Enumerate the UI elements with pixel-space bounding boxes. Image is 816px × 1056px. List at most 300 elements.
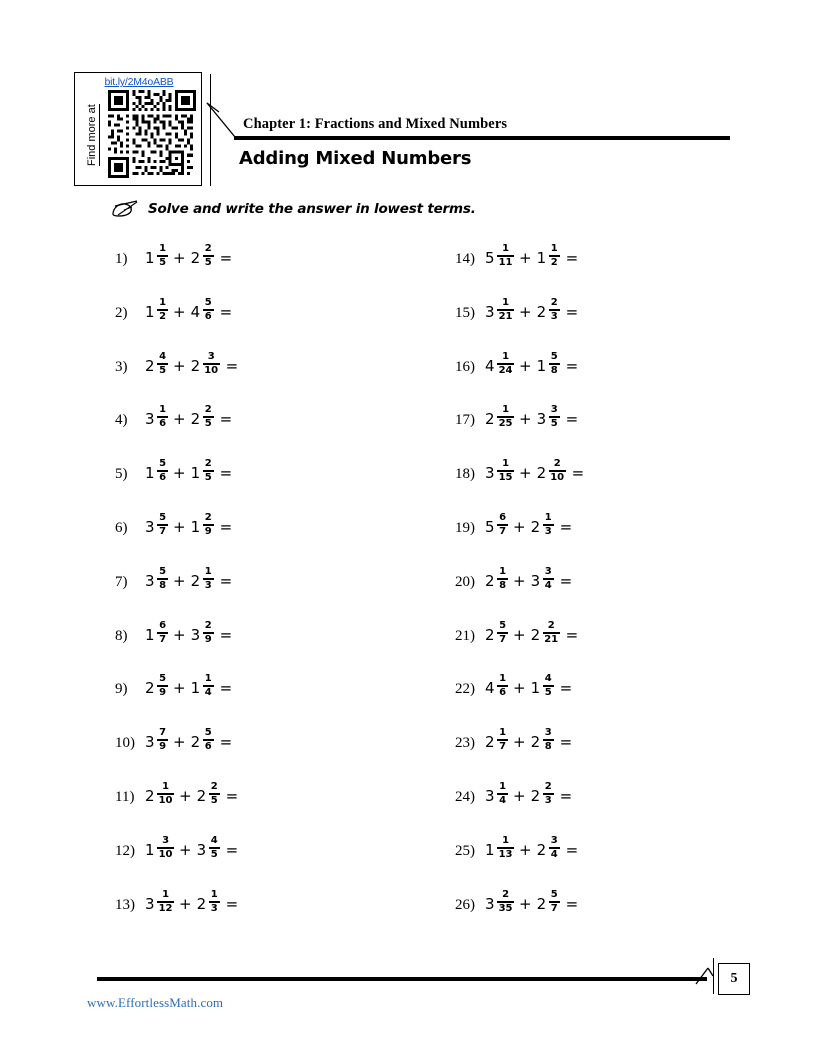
second-mixed-number [531, 728, 554, 752]
second-mixed-number [537, 459, 566, 483]
equals-sign: = [559, 517, 573, 536]
fraction-denominator: 4 [550, 848, 558, 860]
instruction-row [110, 198, 476, 220]
find-more-caption [82, 86, 104, 166]
second-mixed-number [531, 567, 554, 591]
fraction-denominator: 2 [550, 257, 558, 268]
whole-number: 4 [190, 302, 201, 321]
first-mixed-number [485, 298, 514, 322]
problem-expression [141, 782, 238, 806]
fraction [157, 674, 168, 698]
problem-row [115, 405, 445, 459]
problem-number: 18) [455, 466, 475, 483]
fraction-denominator: 24 [498, 364, 513, 376]
fraction-numerator: 1 [499, 780, 507, 792]
second-mixed-number [531, 513, 554, 537]
fraction-denominator: 5 [204, 472, 212, 484]
fraction-denominator: 35 [498, 902, 513, 914]
first-mixed-number [145, 298, 168, 322]
whole-number: 1 [536, 249, 547, 267]
second-mixed-number [531, 621, 560, 645]
equals-sign: = [219, 625, 233, 644]
plus-operator: + [519, 356, 532, 375]
fraction-denominator: 3 [544, 525, 552, 537]
equals-sign: = [559, 786, 573, 805]
fraction-denominator: 6 [204, 310, 212, 322]
fraction [549, 298, 560, 322]
problem-expression [141, 567, 232, 591]
whole-number: 4 [485, 679, 495, 698]
fraction-denominator: 7 [159, 633, 167, 645]
whole-number: 1 [145, 302, 155, 321]
problem-row [455, 567, 785, 621]
problem-expression [481, 674, 572, 698]
fraction [203, 567, 214, 591]
equals-sign: = [565, 625, 579, 644]
fraction-denominator: 5 [159, 257, 167, 268]
fraction-denominator: 5 [550, 418, 558, 430]
fraction [157, 352, 168, 376]
whole-number: 1 [530, 679, 541, 698]
second-mixed-number [197, 782, 220, 806]
plus-operator: + [179, 840, 192, 859]
equals-sign: = [219, 517, 233, 536]
plus-operator: + [513, 679, 526, 698]
fraction [203, 459, 214, 483]
problem-expression [141, 459, 232, 483]
fraction-denominator: 5 [210, 848, 218, 860]
whole-number: 1 [190, 679, 201, 698]
first-mixed-number [485, 567, 508, 591]
plus-operator: + [179, 786, 192, 805]
fraction-numerator: 3 [162, 834, 170, 846]
second-mixed-number [537, 244, 560, 268]
fraction-denominator: 7 [499, 525, 507, 537]
fraction [203, 244, 214, 268]
problem-expression [141, 298, 232, 322]
problem-expression [481, 352, 578, 376]
whole-number: 3 [485, 464, 495, 483]
fraction-denominator: 5 [204, 418, 212, 430]
fraction-denominator: 15 [498, 472, 513, 484]
fraction-denominator: 7 [550, 902, 558, 914]
fraction-denominator: 6 [159, 472, 167, 484]
problem-column-right [455, 244, 785, 943]
problem-expression [481, 405, 578, 429]
whole-number: 3 [145, 733, 155, 752]
problem-expression [481, 244, 578, 268]
plus-operator: + [173, 517, 186, 536]
fraction [203, 298, 214, 322]
problem-expression [141, 674, 232, 698]
footer-vertical-divider [713, 958, 714, 994]
first-mixed-number [145, 782, 174, 806]
plus-operator: + [173, 679, 186, 698]
whole-number: 2 [536, 894, 547, 913]
fraction [497, 782, 508, 806]
fraction [203, 513, 214, 537]
fraction-denominator: 5 [159, 364, 167, 376]
problem-row [455, 459, 785, 513]
whole-number: 2 [536, 464, 547, 483]
second-mixed-number [191, 352, 220, 376]
fraction-numerator: 2 [204, 458, 212, 470]
fraction-denominator: 13 [498, 848, 513, 860]
whole-number: 2 [485, 733, 495, 752]
problem-expression [141, 621, 232, 645]
whole-number: 3 [145, 894, 155, 913]
fraction [157, 298, 168, 322]
equals-sign: = [565, 356, 579, 375]
second-mixed-number [191, 674, 214, 698]
problem-expression [481, 836, 578, 860]
problem-number: 22) [455, 681, 475, 698]
fraction [157, 621, 168, 645]
problem-row [115, 621, 445, 675]
fraction [203, 621, 214, 645]
first-mixed-number [485, 728, 508, 752]
fraction [497, 298, 514, 322]
fraction-denominator: 7 [499, 633, 507, 645]
footer-site-link[interactable]: www.EffortlessMath.com [87, 995, 224, 1010]
first-mixed-number [485, 405, 514, 429]
whole-number: 1 [145, 249, 155, 267]
second-mixed-number [537, 890, 560, 914]
fraction-denominator: 4 [544, 579, 552, 591]
fraction [209, 782, 220, 806]
fraction [157, 782, 174, 806]
fraction-denominator: 3 [550, 310, 558, 322]
whole-number: 3 [485, 302, 495, 321]
problem-row [115, 728, 445, 782]
whole-number: 2 [485, 410, 495, 429]
fraction-numerator: 3 [544, 565, 552, 577]
whole-number: 2 [145, 679, 155, 698]
first-mixed-number [485, 782, 508, 806]
first-mixed-number [145, 405, 168, 429]
equals-sign: = [219, 679, 233, 698]
second-mixed-number [191, 728, 214, 752]
fraction [549, 459, 566, 483]
problem-row [455, 728, 785, 782]
problem-number: 1) [115, 251, 128, 267]
second-mixed-number [191, 405, 214, 429]
problem-number: 3) [115, 358, 128, 375]
second-mixed-number [191, 513, 214, 537]
plus-operator: + [513, 571, 526, 590]
fraction [549, 405, 560, 429]
fraction [157, 567, 168, 591]
problem-row [455, 405, 785, 459]
fraction-numerator: 5 [159, 673, 167, 685]
fraction [157, 459, 168, 483]
fraction-denominator: 9 [204, 525, 212, 537]
fraction-denominator: 25 [498, 418, 513, 430]
equals-sign: = [565, 894, 579, 913]
plus-operator: + [179, 894, 192, 913]
fraction-numerator: 4 [210, 834, 218, 846]
fraction-numerator: 1 [502, 296, 510, 308]
problem-row [115, 567, 445, 621]
whole-number: 3 [145, 410, 155, 429]
whole-number: 3 [530, 571, 541, 590]
second-mixed-number [197, 836, 220, 860]
first-mixed-number [145, 836, 174, 860]
fraction-denominator: 3 [204, 579, 212, 591]
fraction [203, 674, 214, 698]
fraction-numerator: 1 [210, 888, 218, 900]
first-mixed-number [145, 513, 168, 537]
whole-number: 5 [485, 249, 495, 267]
footer-rule [97, 977, 707, 981]
equals-sign: = [225, 894, 239, 913]
fraction-denominator: 6 [159, 418, 167, 430]
fraction-denominator: 9 [204, 633, 212, 645]
whole-number: 2 [196, 894, 207, 913]
problem-number: 14) [455, 251, 475, 267]
fraction-numerator: 1 [159, 296, 167, 308]
fraction-denominator: 5 [210, 794, 218, 806]
fraction [209, 890, 220, 914]
qr-code-icon[interactable] [108, 90, 196, 178]
fraction [497, 728, 508, 752]
fraction-numerator: 2 [553, 458, 561, 470]
plus-operator: + [173, 356, 186, 375]
problem-number: 23) [455, 735, 475, 752]
fraction [497, 567, 508, 591]
fraction [497, 405, 514, 429]
fraction-numerator: 1 [550, 243, 558, 254]
fraction-numerator: 1 [502, 834, 510, 846]
fraction-denominator: 7 [159, 525, 167, 537]
whole-number: 2 [485, 571, 495, 590]
fraction-denominator: 6 [204, 741, 212, 753]
equals-sign: = [219, 249, 233, 267]
whole-number: 5 [485, 517, 495, 536]
equals-sign: = [219, 464, 233, 483]
problem-expression [141, 836, 238, 860]
fraction [497, 836, 514, 860]
fraction [497, 674, 508, 698]
problem-number: 4) [115, 412, 128, 429]
first-mixed-number [145, 244, 168, 268]
plus-operator: + [519, 840, 532, 859]
problem-expression [481, 621, 578, 645]
fraction-numerator: 1 [162, 780, 170, 792]
whole-number: 1 [190, 517, 201, 536]
qr-info-box [74, 72, 202, 186]
fraction-denominator: 3 [544, 794, 552, 806]
problem-row [115, 244, 445, 298]
equals-sign: = [565, 302, 579, 321]
fraction-numerator: 1 [499, 673, 507, 685]
fraction [497, 459, 514, 483]
problem-row [115, 513, 445, 567]
second-mixed-number [537, 352, 560, 376]
equals-sign: = [565, 249, 579, 267]
equals-sign: = [219, 410, 233, 429]
whole-number: 2 [485, 625, 495, 644]
whole-number: 1 [145, 625, 155, 644]
plus-operator: + [513, 786, 526, 805]
fraction-numerator: 2 [550, 296, 558, 308]
fraction-denominator: 10 [204, 364, 219, 376]
fraction [157, 244, 168, 268]
problem-row [455, 352, 785, 406]
fraction [543, 567, 554, 591]
fraction [543, 782, 554, 806]
fraction-denominator: 9 [159, 741, 167, 753]
fraction-numerator: 1 [159, 404, 167, 416]
first-mixed-number [485, 836, 514, 860]
problem-row [115, 459, 445, 513]
second-mixed-number [191, 567, 214, 591]
plus-operator: + [173, 410, 186, 429]
instruction-text: Solve and write the answer in lowest terms. [148, 201, 476, 217]
plus-operator: + [513, 625, 526, 644]
second-mixed-number [191, 621, 214, 645]
whole-number: 4 [485, 356, 495, 375]
fraction-denominator: 11 [498, 257, 513, 268]
first-mixed-number [485, 621, 508, 645]
first-mixed-number [485, 459, 514, 483]
qr-link[interactable]: bit.ly/2M4oABB [104, 76, 174, 88]
whole-number: 3 [196, 840, 207, 859]
second-mixed-number [197, 890, 220, 914]
equals-sign: = [559, 571, 573, 590]
fraction [203, 728, 214, 752]
whole-number: 2 [145, 356, 155, 375]
title-flag-marker [205, 99, 239, 139]
fraction-numerator: 1 [159, 243, 167, 254]
problem-row [455, 782, 785, 836]
problem-row [455, 836, 785, 890]
fraction [543, 513, 554, 537]
fraction [543, 621, 560, 645]
fraction-numerator: 5 [550, 350, 558, 362]
page-title: Adding Mixed Numbers [239, 148, 472, 169]
whole-number: 2 [536, 302, 547, 321]
plus-operator: + [173, 464, 186, 483]
problem-number: 13) [115, 896, 135, 913]
fraction [203, 405, 214, 429]
fraction-numerator: 5 [204, 727, 212, 739]
fraction-numerator: 1 [204, 565, 212, 577]
fraction-numerator: 3 [550, 834, 558, 846]
equals-sign: = [225, 786, 239, 805]
whole-number: 2 [530, 625, 541, 644]
footer-flag-marker [694, 962, 720, 988]
whole-number: 2 [190, 249, 201, 267]
fraction-numerator: 1 [502, 350, 510, 362]
problem-number: 10) [115, 735, 135, 752]
fraction-numerator: 1 [502, 404, 510, 416]
problem-row [115, 836, 445, 890]
fraction-denominator: 10 [158, 794, 173, 806]
fraction-denominator: 10 [158, 848, 173, 860]
second-mixed-number [531, 674, 554, 698]
fraction-numerator: 5 [499, 619, 507, 631]
problem-row [115, 352, 445, 406]
plus-operator: + [519, 410, 532, 429]
fraction-numerator: 6 [159, 619, 167, 631]
fraction-numerator: 4 [159, 350, 167, 362]
problem-row [455, 621, 785, 675]
fraction [543, 728, 554, 752]
fraction-numerator: 2 [502, 888, 510, 900]
problem-number: 26) [455, 896, 475, 913]
first-mixed-number [145, 728, 168, 752]
problem-expression [481, 513, 572, 537]
second-mixed-number [191, 244, 214, 268]
whole-number: 2 [190, 410, 201, 429]
fraction-numerator: 5 [159, 458, 167, 470]
equals-sign: = [571, 464, 585, 483]
plus-operator: + [173, 249, 186, 267]
whole-number: 1 [536, 356, 547, 375]
fraction-numerator: 3 [207, 350, 215, 362]
fraction-denominator: 8 [544, 741, 552, 753]
fraction [157, 890, 174, 914]
whole-number: 1 [190, 464, 201, 483]
second-mixed-number [531, 782, 554, 806]
problem-number: 9) [115, 681, 128, 698]
whole-number: 3 [145, 571, 155, 590]
fraction-denominator: 5 [204, 257, 212, 268]
whole-number: 3 [145, 517, 155, 536]
problem-expression [141, 513, 232, 537]
second-mixed-number [537, 836, 560, 860]
whole-number: 3 [190, 625, 201, 644]
plus-operator: + [513, 733, 526, 752]
first-mixed-number [485, 674, 508, 698]
problem-row [115, 782, 445, 836]
problem-expression [481, 298, 578, 322]
fraction-numerator: 2 [204, 404, 212, 416]
plus-operator: + [173, 302, 186, 321]
problem-row [115, 674, 445, 728]
fraction-numerator: 1 [204, 673, 212, 685]
whole-number: 3 [485, 786, 495, 805]
fraction-numerator: 1 [499, 727, 507, 739]
fraction [549, 890, 560, 914]
plus-operator: + [173, 625, 186, 644]
whole-number: 2 [145, 786, 155, 805]
first-mixed-number [485, 890, 514, 914]
plus-operator: + [519, 894, 532, 913]
problem-row [455, 513, 785, 567]
fraction-numerator: 2 [210, 780, 218, 792]
fraction-numerator: 2 [547, 619, 555, 631]
fraction-numerator: 5 [204, 296, 212, 308]
second-mixed-number [537, 298, 560, 322]
fraction-numerator: 2 [204, 511, 212, 523]
second-mixed-number [537, 405, 560, 429]
whole-number: 2 [530, 733, 541, 752]
fraction-denominator: 21 [544, 633, 559, 645]
problem-row [115, 890, 445, 944]
problem-number: 7) [115, 573, 128, 590]
fraction-denominator: 4 [204, 687, 212, 699]
problem-number: 19) [455, 519, 475, 536]
problem-expression [481, 567, 572, 591]
problem-expression [481, 782, 572, 806]
equals-sign: = [225, 356, 239, 375]
equals-sign: = [565, 840, 579, 859]
equals-sign: = [219, 302, 233, 321]
problem-number: 16) [455, 358, 475, 375]
first-mixed-number [485, 244, 514, 268]
